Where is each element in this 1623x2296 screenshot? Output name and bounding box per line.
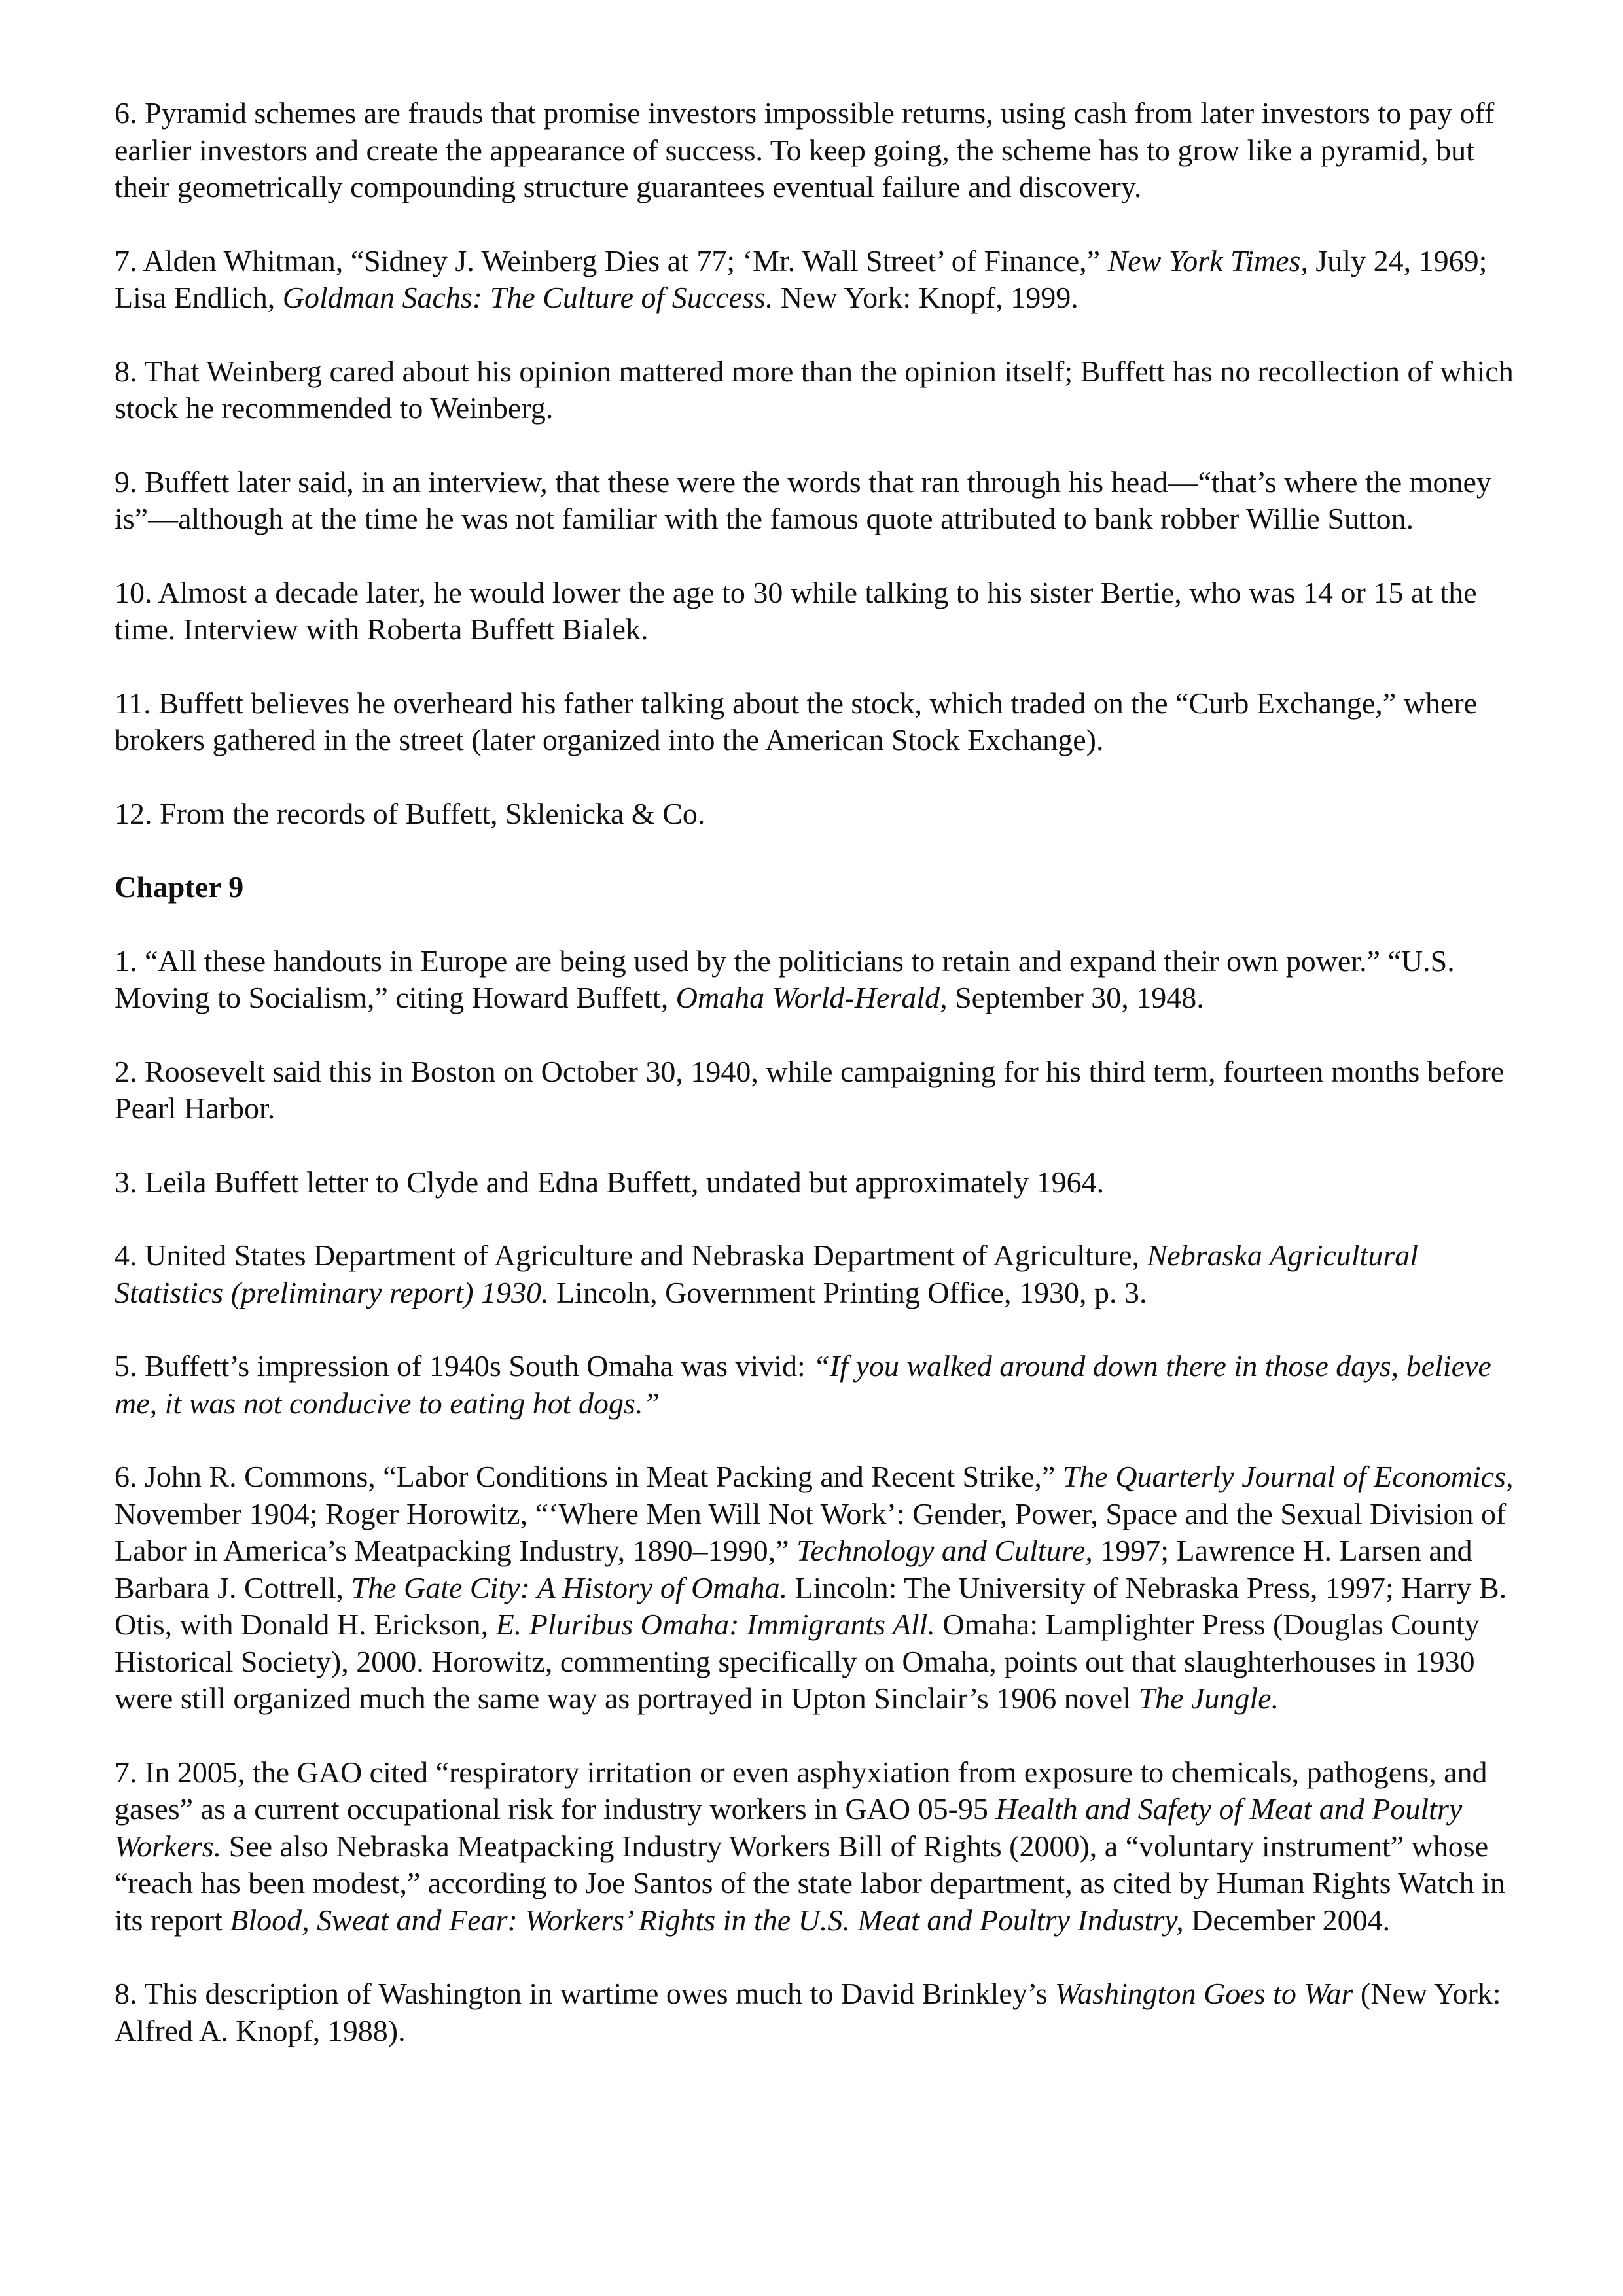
endnote	[115, 943, 1518, 1017]
italic-citation: Washington Goes to War	[1055, 1977, 1353, 2010]
note-text: Omaha: Lamplighter Press (Douglas County Historical Society), 2000. Horowitz, commenting specifically on Omaha, points out that slaughterhouses in 1930 were still organized much the same way as portrayed in Upton Sinclair’s 1906 novel	[115, 1608, 1480, 1715]
note-text: 5. Buffett’s impression of 1940s South Omaha was vivid:	[115, 1349, 813, 1383]
note-text: See also Nebraska Meatpacking Industry Workers Bill of Rights (2000), a “voluntary instrument” whose “reach has been modest,” according to Joe Santos of the state labor department, as cited by Human Rights Watch in its report	[115, 1829, 1505, 1937]
endnote	[115, 1458, 1518, 1718]
endnote	[115, 243, 1518, 317]
note-text: 10. Almost a decade later, he would lower the age to 30 while talking to his sister Bertie, who was 14 or 15 at the time. Interview with Roberta Buffett Bialek.	[115, 575, 1477, 646]
note-text: 4. United States Department of Agriculture and Nebraska Department of Agriculture,	[115, 1239, 1147, 1272]
note-text: (New York: Alfred A. Knopf, 1988).	[115, 1977, 1501, 2047]
italic-citation: E. Pluribus Omaha: Immigrants All.	[495, 1608, 935, 1641]
note-text: 6. Pyramid schemes are frauds that promise investors impossible returns, using cash from later investors to pay off earlier investors and create the appearance of success. To keep going, the scheme has to grow like a pyramid, but their geometrically compounding structure guarantees eventual failure and discovery.	[115, 96, 1495, 203]
italic-citation: Nebraska Agricultural Statistics (preliminary report) 1930.	[115, 1239, 1419, 1309]
italic-citation: Goldman Sachs: The Culture of Success.	[282, 281, 774, 314]
note-text: July 24, 1969; Lisa Endlich,	[115, 243, 1488, 314]
note-text: New York: Knopf, 1999.	[773, 281, 1079, 314]
italic-citation: The Gate City: A History of Omaha.	[351, 1570, 788, 1604]
note-text: November 1904; Roger Horowitz, “‘Where Men Will Not Work’: Gender, Power, Space and the Sexual Division of Labor in America’s Meatpacking Industry, 1890–1990,”	[115, 1496, 1507, 1567]
endnote	[115, 1053, 1518, 1127]
chapter-heading: Chapter 9	[115, 870, 244, 904]
note-text: Lincoln: The University of Nebraska Press, 1997; Harry B. Otis, with Donald H. Erickson,	[115, 1570, 1507, 1641]
note-text: 11. Buffett believes he overheard his father talking about the stock, which traded on the “Curb Exchange,” where brokers gathered in the street (later organized into the American Stock Exchange).	[115, 686, 1478, 756]
endnote	[115, 574, 1518, 648]
endnote	[115, 95, 1518, 206]
italic-citation: The Quarterly Journal of Economics,	[1062, 1460, 1514, 1493]
endnote	[115, 1348, 1518, 1422]
italic-citation: Technology and Culture,	[796, 1534, 1093, 1567]
endnote	[115, 1237, 1518, 1311]
endnote	[115, 1975, 1518, 2049]
note-text: September 30, 1948.	[947, 981, 1204, 1014]
note-text: 3. Leila Buffett letter to Clyde and Edna Buffett, undated but approximately 1964.	[115, 1165, 1105, 1199]
endnote	[115, 1754, 1518, 1939]
note-text: 1997; Lawrence H. Larsen and Barbara J. Cottrell,	[115, 1534, 1472, 1604]
italic-citation: Omaha World-Herald,	[675, 981, 948, 1014]
italic-citation: New York Times,	[1107, 243, 1308, 277]
note-text: 2. Roosevelt said this in Boston on October 30, 1940, while campaigning for his third term, fourteen months before Pearl Harbor.	[115, 1054, 1505, 1125]
note-text: December 2004.	[1183, 1903, 1391, 1937]
italic-citation: Blood, Sweat and Fear: Workers’ Rights in the U.S. Meat and Poultry Industry,	[230, 1903, 1184, 1937]
note-text: 6. John R. Commons, “Labor Conditions in Meat Packing and Recent Strike,”	[115, 1460, 1063, 1493]
endnote	[115, 796, 1518, 833]
note-text: Lincoln, Government Printing Office, 1930, p. 3.	[548, 1275, 1147, 1309]
endnote	[115, 353, 1518, 427]
note-text: 7. Alden Whitman, “Sidney J. Weinberg Dies at 77; ‘Mr. Wall Street’ of Finance,”	[115, 243, 1108, 277]
document-page	[115, 95, 1518, 2086]
italic-citation: Health and Safety of Meat and Poultry Workers.	[115, 1792, 1463, 1863]
note-text: 12. From the records of Buffett, Sklenicka & Co.	[115, 796, 705, 830]
italic-citation: The Jungle.	[1138, 1682, 1279, 1715]
endnote	[115, 685, 1518, 759]
note-text: 9. Buffett later said, in an interview, that these were the words that ran through his head—“that’s where the money is”—although at the time he was not familiar with the famous quote attributed to bank robber Willie Sutton.	[115, 465, 1491, 535]
note-text: 8. That Weinberg cared about his opinion mattered more than the opinion itself; Buffett has no recollection of which stock he recommended to Weinberg.	[115, 354, 1514, 425]
note-text: 1. “All these handouts in Europe are being used by the politicians to retain and expand their own power.” “U.S. Moving to Socialism,” citing Howard Buffett,	[115, 944, 1455, 1014]
endnote	[115, 1164, 1518, 1201]
endnote	[115, 464, 1518, 538]
note-text: 7. In 2005, the GAO cited “respiratory irritation or even asphyxiation from exposure to chemicals, pathogens, and gases” as a current occupational risk for industry workers in GAO 05-95	[115, 1755, 1488, 1826]
note-text: 8. This description of Washington in wartime owes much to David Brinkley’s	[115, 1977, 1056, 2010]
italic-citation: “If you walked around down there in those days, believe me, it was not conducive to eating hot dogs.”	[115, 1349, 1491, 1420]
